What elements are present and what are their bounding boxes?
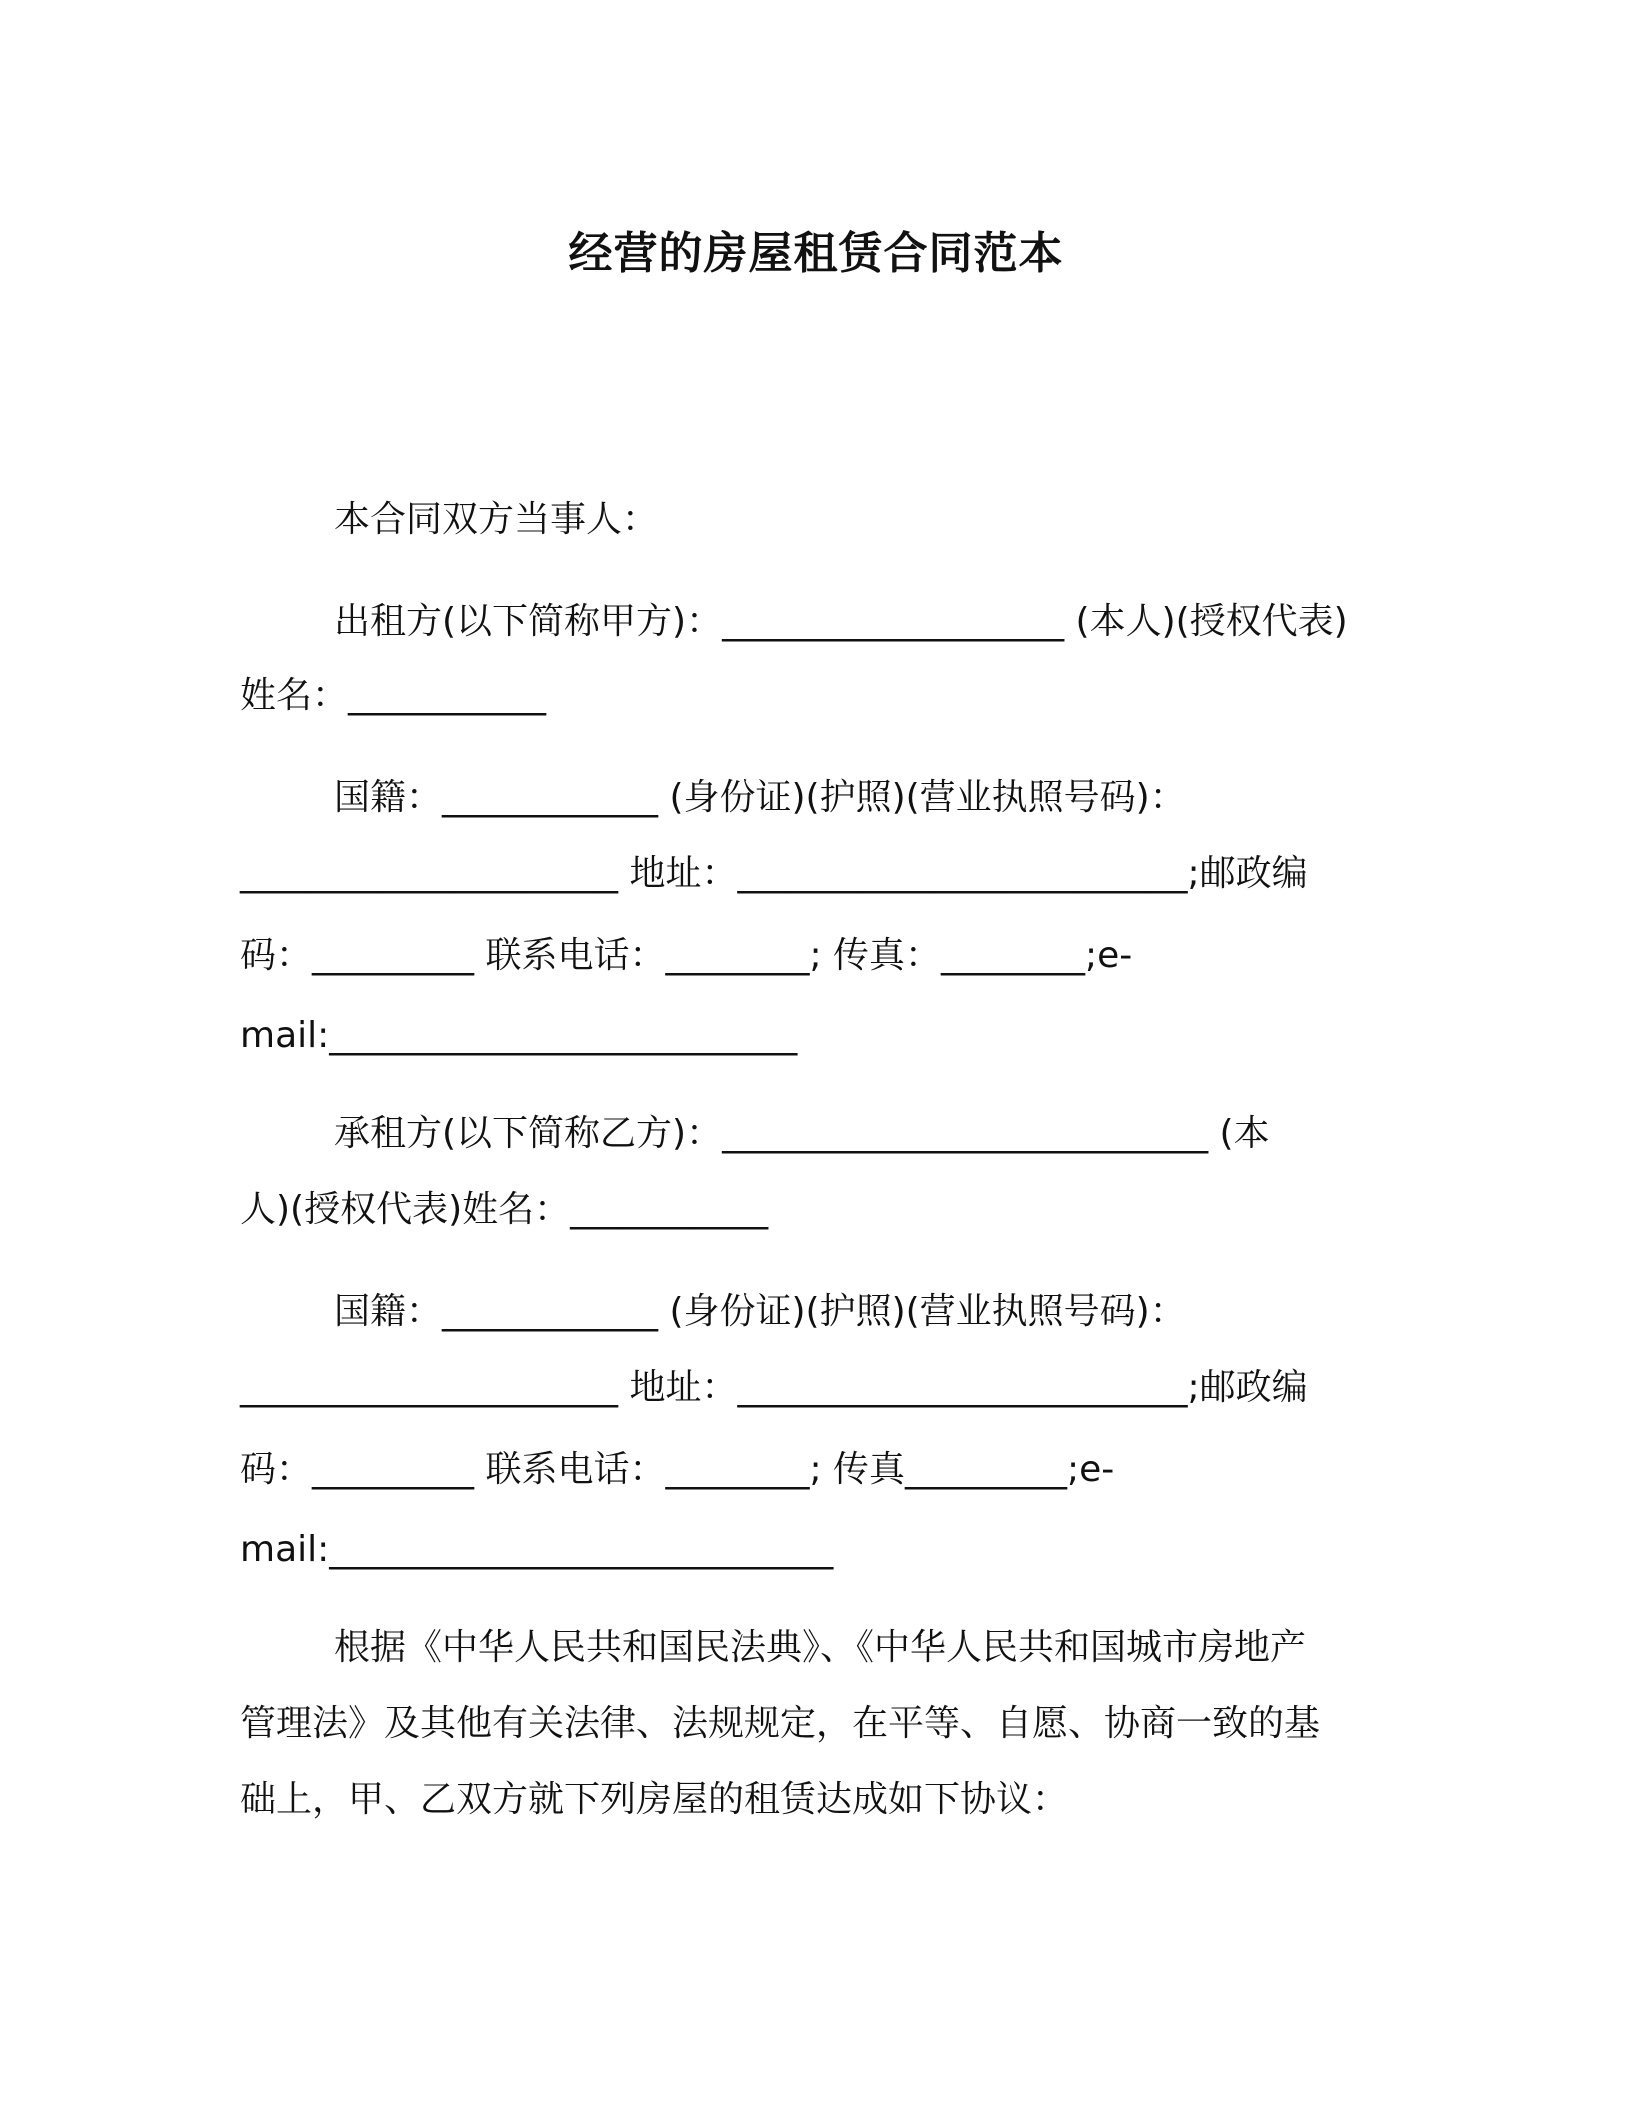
lessor-address-line: _____________________ 地址：_________________________;邮政编: [240, 853, 1308, 894]
agreement-paragraph-line-3: 础上，甲、乙双方就下列房屋的租赁达成如下协议：: [240, 1779, 1069, 1820]
agreement-paragraph-line-1: 根据《中华人民共和国民法典》、《中华人民共和国城市房地产: [334, 1627, 1307, 1668]
lessor-contact-line: 码：_________ 联系电话：________; 传真：________;e-: [240, 935, 1133, 976]
lessor-nationality-line: 国籍：____________ (身份证)(护照)(营业执照号码)：: [334, 777, 1186, 818]
lessor-email-line: mail:__________________________: [240, 1015, 798, 1056]
lessee-name-line: 人)(授权代表)姓名：___________: [240, 1189, 769, 1230]
agreement-paragraph-line-2: 管理法》及其他有关法律、法规规定，在平等、自愿、协商一致的基: [240, 1703, 1321, 1744]
lessor-name-line: 姓名：___________: [240, 675, 547, 716]
document-title: 经营的房屋租赁合同范本: [568, 228, 1064, 279]
lessee-line: 承租方(以下简称乙方)：___________________________ (本: [334, 1113, 1270, 1154]
lessee-address-line: _____________________ 地址：_________________________;邮政编: [240, 1367, 1308, 1408]
lessee-contact-line: 码：_________ 联系电话：________; 传真_________;e-: [240, 1449, 1115, 1490]
lessee-nationality-line: 国籍：____________ (身份证)(护照)(营业执照号码)：: [334, 1291, 1186, 1332]
parties-heading: 本合同双方当事人：: [334, 499, 659, 540]
lessor-line: 出租方(以下简称甲方)：___________________ (本人)(授权代表): [334, 601, 1348, 642]
lessee-email-line: mail:____________________________: [240, 1529, 834, 1570]
